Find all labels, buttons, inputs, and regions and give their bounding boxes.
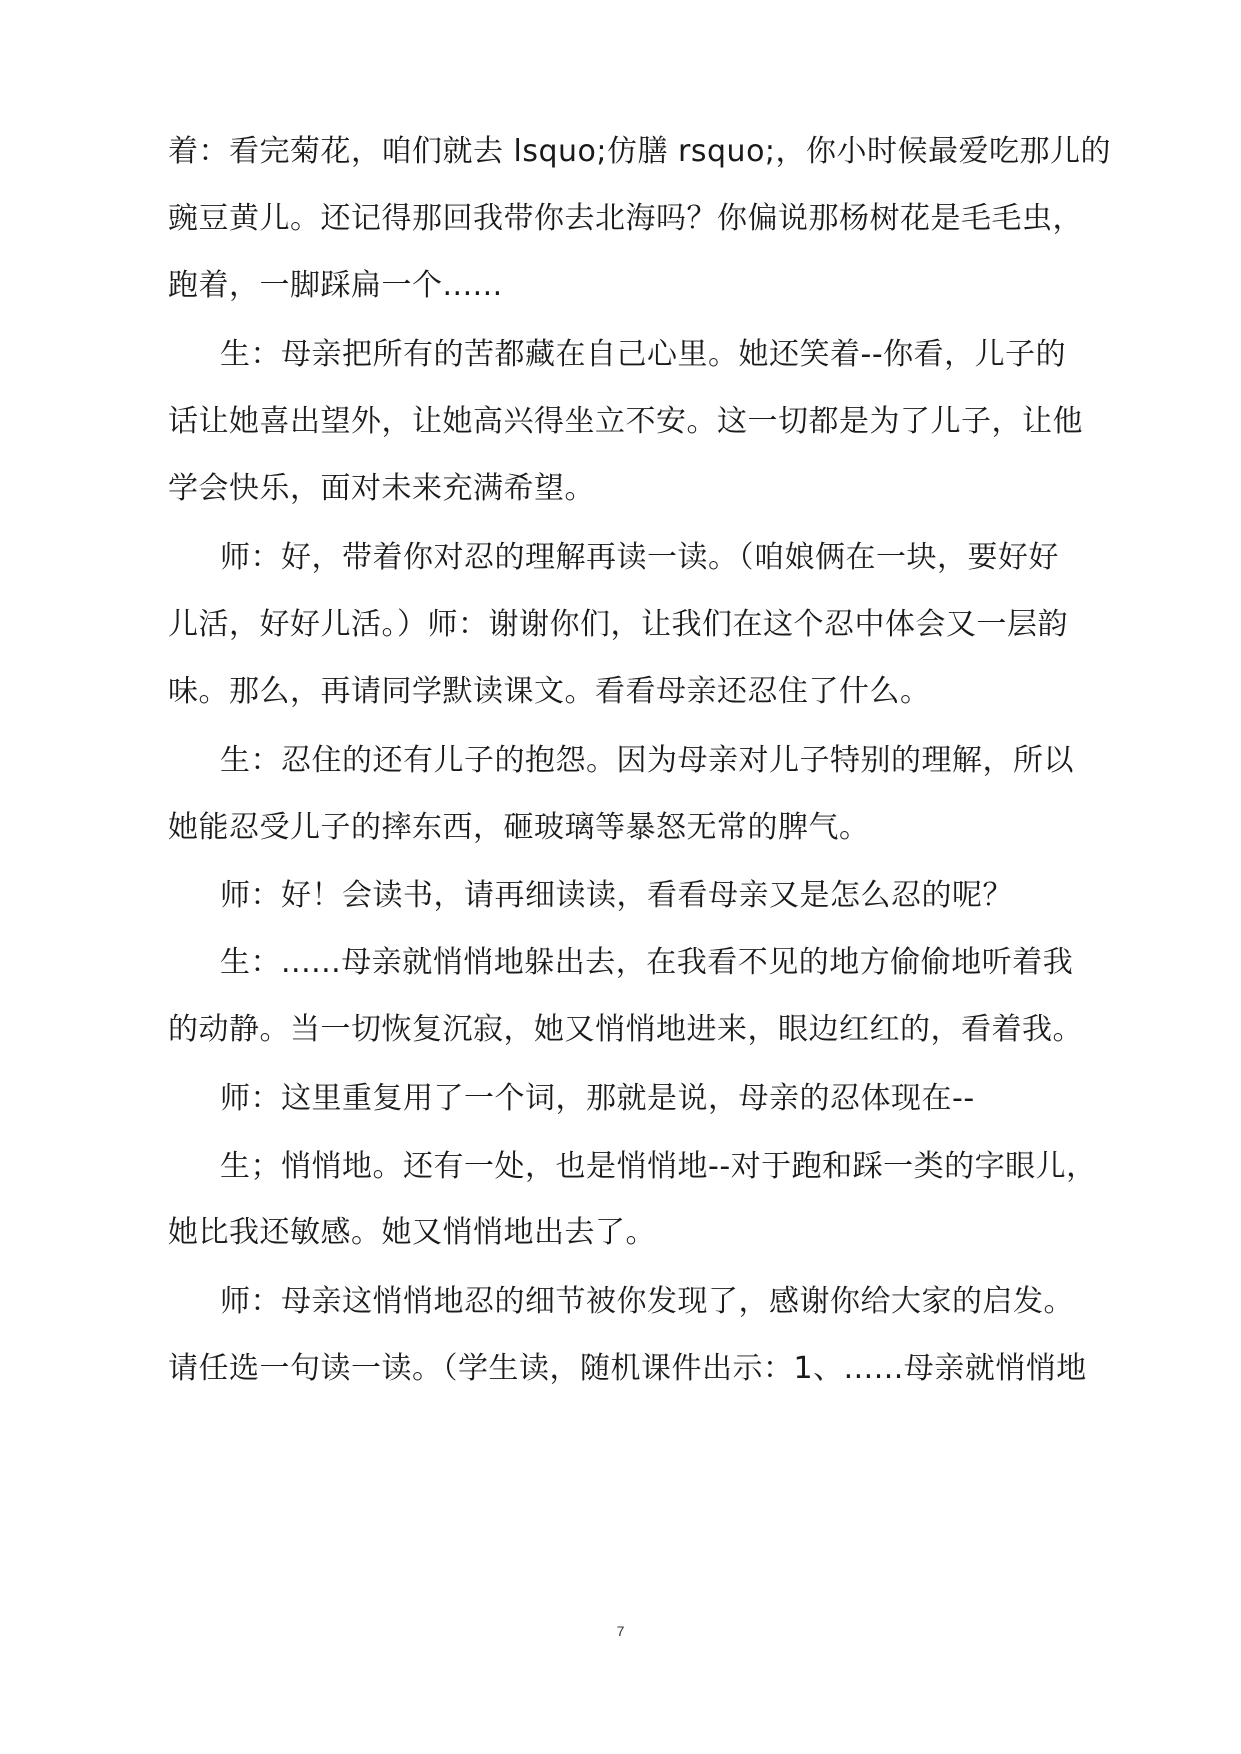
text-line-15: 师：这里重复用了一个词，那就是说，母亲的忍体现在--	[220, 1081, 975, 1116]
text-line-6: 学会快乐，面对未来充满希望。	[168, 471, 595, 506]
text-line-19: 请任选一句读一读。（学生读，随机课件出示：1、......母亲就悄悄地	[168, 1351, 1087, 1386]
text-line-2: 豌豆黄儿。还记得那回我带你去北海吗？你偏说那杨树花是毛毛虫，	[168, 201, 1083, 236]
text-line-14: 的动静。当一切恢复沉寂，她又悄悄地进来，眼边红红的，看着我。	[168, 1012, 1083, 1047]
text-line-4: 生：母亲把所有的苦都藏在自己心里。她还笑着--你看，儿子的	[220, 337, 1067, 372]
text-line-8: 儿活，好好儿活。）师：谢谢你们，让我们在这个忍中体会又一层韵	[168, 607, 1068, 642]
text-line-7: 师：好，带着你对忍的理解再读一读。（咱娘俩在一块，要好好	[220, 540, 1059, 575]
text-line-10: 生：忍住的还有儿子的抱怨。因为母亲对儿子特别的理解，所以	[220, 743, 1074, 778]
text-line-16: 生；悄悄地。还有一处，也是悄悄地--对于跑和踩一类的字眼儿，	[220, 1149, 1097, 1184]
text-line-18: 师：母亲这悄悄地忍的细节被你发现了，感谢你给大家的启发。	[220, 1284, 1074, 1319]
text-line-5: 话让她喜出望外，让她高兴得坐立不安。这一切都是为了儿子，让他	[168, 404, 1083, 439]
text-line-11: 她能忍受儿子的摔东西，砸玻璃等暴怒无常的脾气。	[168, 810, 870, 845]
text-line-17: 她比我还敏感。她又悄悄地出去了。	[168, 1215, 656, 1250]
text-line-12: 师：好！会读书，请再细读读，看看母亲又是怎么忍的呢？	[220, 878, 1013, 913]
text-line-3: 跑着，一脚踩扁一个......	[168, 268, 503, 303]
text-line-9: 味。那么，再请同学默读课文。看看母亲还忍住了什么。	[168, 674, 931, 709]
text-line-1: 着：看完菊花，咱们就去 lsquo;仿膳 rsquo;，你小时候最爱吃那儿的	[168, 134, 1112, 169]
page-number: 7	[616, 1623, 625, 1639]
text-line-13: 生：......母亲就悄悄地躲出去，在我看不见的地方偷偷地听着我	[220, 945, 1074, 980]
